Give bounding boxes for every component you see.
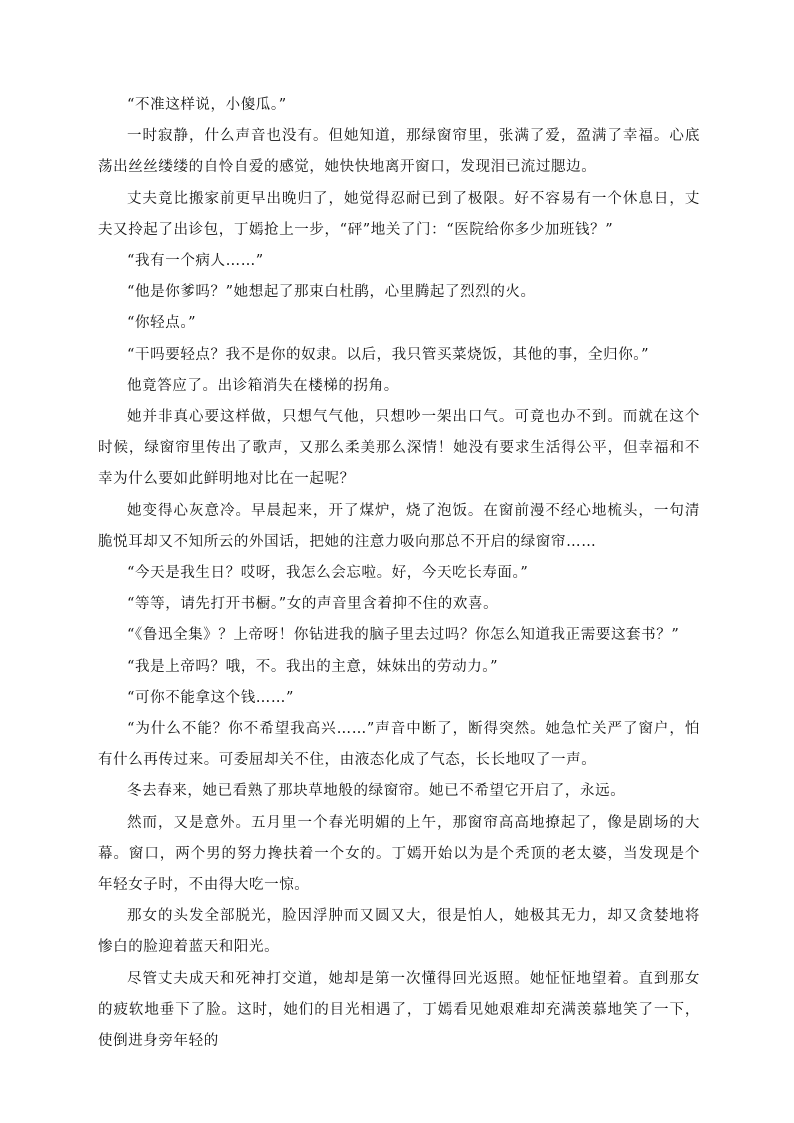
paragraph: 她并非真心要这样做，只想气气他，只想吵一架出口气。可竟也办不到。而就在这个时候，绿窗帘里传出了歌声，又那么柔美那么深情！她没有要求生活得公平，但幸福和不幸为什么要如此鲜明地对比在一起呢？: [98, 409, 700, 488]
paragraph: “为什么不能？你不希望我高兴……”声音中断了，断得突然。她急忙关严了窗户，怕有什么再传过来。可委屈却关不住，由液态化成了气态，长长地叹了一声。: [98, 721, 700, 769]
paragraph: 她变得心灰意冷。早晨起来，开了煤炉，烧了泡饭。在窗前漫不经心地梳头，一句清脆悦耳却又不知所云的外国话，把她的注意力吸向那总不开启的绿窗帘……: [98, 502, 700, 550]
paragraph: 丈夫竟比搬家前更早出晚归了，她觉得忍耐已到了极限。好不容易有一个休息日，丈夫又拎起了出诊包，丁嫣抢上一步，“砰”地关了门：“医院给你多少加班钱？”: [98, 190, 700, 238]
paragraph: 然而，又是意外。五月里一个春光明媚的上午，那窗帘高高地撩起了，像是剧场的大幕。窗口，两个男的努力搀扶着一个女的。丁嫣开始以为是个秃顶的老太婆，当发现是个年轻女子时，不由得大吃一惊。: [98, 814, 700, 894]
paragraph: “他是你爹吗？”她想起了那束白杜鹃，心里腾起了烈烈的火。: [127, 284, 536, 301]
paragraph: “不准这样说，小傻瓜。”: [127, 97, 287, 113]
paragraph: 尽管丈夫成天和死神打交道，她却是第一次懂得回光返照。她怔怔地望着。直到那女的疲软地垂下了脸。这时，她们的目光相遇了，丁嫣看见她艰难却充满羡慕地笑了一下，使倒进身旁年轻的: [98, 970, 700, 1050]
paragraph: “你轻点。”: [127, 315, 197, 332]
paragraph: “《鲁迅全集》？上帝呀！你钻进我的脑子里去过吗？你怎么知道我正需要这套书？”: [127, 627, 680, 644]
paragraph: “今天是我生日？哎呀，我怎么会忘啦。好，今天吃长寿面。”: [127, 565, 529, 582]
paragraph: “可你不能拿这个钱……”: [127, 689, 295, 706]
paragraph: 一时寂静，什么声音也没有。但她知道，那绿窗帘里，张满了爱，盈满了幸福。心底荡出丝丝缕缕的自怜自爱的感觉，她快快地离开窗口，发现泪已流过腮边。: [98, 128, 700, 176]
paragraph: 那女的头发全部脱光，脸因浮肿而又圆又大，很是怕人，她极其无力，却又贪婪地将惨白的脸迎着蓝天和阳光。: [98, 908, 700, 956]
paragraph: “干吗要轻点？我不是你的奴隶。以后，我只管买菜烧饭，其他的事，全归你。”: [127, 346, 650, 363]
paragraph: 冬去春来，她已看熟了那块草地般的绿窗帘。她已不希望它开启了，永远。: [127, 783, 626, 800]
story-body: [98, 90, 700, 1057]
paragraph: “我是上帝吗？哦，不。我出的主意，妹妹出的劳动力。”: [127, 658, 499, 675]
paragraph: “等等，请先打开书橱。”女的声音里含着抑不住的欢喜。: [127, 596, 499, 613]
paragraph: “我有一个病人……”: [127, 253, 264, 270]
paragraph: 他竟答应了。出诊箱消失在楼梯的拐角。: [127, 377, 399, 394]
